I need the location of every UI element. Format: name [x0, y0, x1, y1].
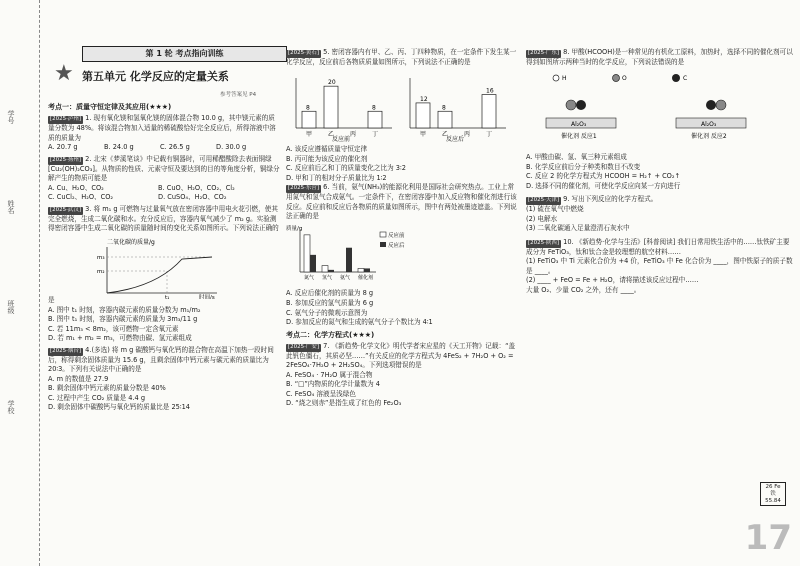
catalyst-reaction-diagram — [526, 70, 788, 150]
bar-after — [328, 270, 334, 272]
legend-label: H — [562, 74, 567, 82]
section-heading: 考点一：质量守恒定律及其应用(★★★) — [48, 103, 172, 111]
option: D. 剩余固体中碳酸钙与氧化钙的质量比是 25∶14 — [48, 403, 190, 412]
option: C. 过程中产生 CO₂ 质量是 4.4 g — [48, 393, 146, 402]
question-text: 5. 密闭容器内有甲、乙、丙、丁四种物质，在一定条件下发生某一化学反应，反应前后各物质质量如图所示，下列说法不正确的是 — [286, 48, 517, 66]
option: B. 参加反应的氢气质量为 6 g — [286, 298, 374, 307]
question-text: 4.(多选) 将 m g 碳酸钙与氧化钙的混合物在高温下加热一段时间后，称得剩余固体质量为 15.6 g，且剩余固体中钙元素与碳元素的质量比为 20∶3。下列有关说法中正确的是 — [48, 345, 274, 374]
category-label: 氢气 — [322, 274, 333, 281]
badge-icon: ★ — [54, 61, 74, 86]
y-tick: m₃ — [96, 254, 105, 261]
bar-after — [346, 248, 352, 272]
source-tag: [2025·泸州] — [50, 116, 82, 123]
source-tag: [2025·武汉] — [50, 206, 82, 213]
question-7 — [286, 342, 518, 409]
options — [48, 184, 280, 203]
category-label: 丙 — [464, 130, 471, 138]
bar — [482, 94, 496, 127]
mass-bar-charts — [286, 70, 514, 142]
option: C. 若 11m₃ < 8m₂，该可燃物一定含氧元素 — [48, 324, 179, 333]
option: A. FeSO₄ · 7H₂O 属于混合物 — [286, 370, 373, 379]
reaction-label: 催化剂 反应2 — [691, 132, 727, 140]
bar-value: 16 — [486, 87, 494, 95]
source-tag: [2025·广东] — [528, 50, 560, 56]
source-tag: [2025·陕西] — [528, 239, 560, 246]
binding-label: 学校 — [7, 400, 15, 414]
option: B. “□”内物质的化学计量数为 4 — [286, 380, 381, 389]
bar-before — [304, 235, 310, 272]
page-number: 17 — [744, 518, 792, 558]
section-heading: 考点二：化学方程式(★★★) — [286, 330, 375, 339]
question-1 — [48, 114, 280, 153]
question-text: 9. 写出下列反应的化学方程式。 — [563, 195, 658, 204]
option: D. “烧之则赤”是指生成了红色的 Fe₂O₃ — [286, 399, 402, 408]
option: A. 图中 t₁ 时刻，容器内碳元素的质量分数为 m₁/m₂ — [48, 305, 201, 314]
option: B. 丙可能为该反应的催化剂 — [286, 154, 368, 163]
sub-question: (2) ____ + FeO = Fe + H₂O，请将描述该反应过程中…… — [526, 276, 699, 285]
answer-reference: 参考答案见 P4 — [220, 92, 257, 98]
element-mass: 55.84 — [765, 498, 781, 504]
question-text: 3. 将 m₁ g 可燃物与过量氧气放在密闭容器中用电火花引燃，使其完全燃烧，生成二氧化碳和水。充分反应后，容器内氧气减少了 m₂ g。实验测得密闭容器中生成二氧化碳的质量随时间的变化关系如图所示。下列说法正确的是 — [48, 204, 279, 304]
x-axis-label: 时间/s — [198, 294, 215, 299]
legend-label: O — [622, 74, 627, 82]
question-text: 1. 现有氧化镁和氢氧化镁的固体混合物 10.0 g，其中镁元素的质量分数为 48%。将该混合物加入适量的稀硫酸恰好完全反应后，所得溶液中溶质的质量为 — [48, 114, 276, 142]
option: A. 该反应遵循质量守恒定律 — [286, 145, 368, 154]
option: C. 氨气分子的微观示意图为 — [286, 308, 368, 317]
round-banner: 第 1 轮 考点指向训练 — [82, 46, 287, 62]
question-2 — [48, 155, 280, 203]
bar-before — [322, 265, 328, 271]
element-number: 26 — [765, 484, 773, 490]
question-6 — [286, 183, 518, 222]
bar-value: 8 — [442, 103, 446, 111]
co2-mass-graph — [87, 237, 227, 299]
question-10 — [526, 238, 794, 296]
bar-value: 8 — [372, 103, 376, 111]
option: A. 反应后催化剂的质量为 8 g — [286, 289, 374, 298]
source-tag: [2025·黄石] — [288, 50, 320, 56]
option: A. Cu、H₂O、CO₂ — [48, 183, 104, 192]
legend-label: C — [683, 74, 688, 82]
y-axis-label: 质量/g — [286, 225, 303, 232]
element-symbol: Fe — [774, 484, 781, 490]
support-label: Al₂O₃ — [571, 120, 587, 128]
option: D. 选择不同的催化剂，可使化学反应向某一方向进行 — [526, 181, 681, 190]
x-tick: t₁ — [164, 294, 170, 299]
category-label: 甲 — [306, 130, 313, 138]
source-tag: [2025·广安] — [288, 343, 320, 350]
unit-title: 第五单元 化学反应的定量关系 — [82, 70, 229, 83]
category-label: 丁 — [486, 130, 493, 138]
option: B. 剩余固体中钙元素的质量分数是 40% — [48, 384, 166, 393]
bar — [416, 102, 430, 127]
source-tag: [2025·天津] — [528, 197, 560, 204]
question-text: 6. 当前，氨气(NH₃)的能源化利用是国际社会研究热点。工业上常用氮气和氢气合成氨气。一定条件下，在密闭容器中加入反应物和催化剂进行该反应。反应前和反应后各物质的质量如图所示，图中有两处被墨迹遮盖。下列说法正确的是 — [286, 183, 517, 221]
sub-question: (1) FeTiO₃ 中 Ti 元素化合价为 +4 价，FeTiO₃ 中 Fe 化合价为 ____，图中铁原子的质子数是 ____。 — [526, 257, 793, 275]
binding-margin — [0, 0, 40, 566]
graph-title: 二氧化碳的质量/g — [106, 238, 155, 246]
binding-label: 班级 — [7, 300, 15, 314]
support-label: Al₂O₃ — [701, 120, 717, 128]
options — [48, 143, 280, 153]
sub-question: (1) 硫在氧气中燃烧 — [526, 205, 584, 214]
option: C. 反应 2 的化学方程式为 HCOOH = H₂↑ + CO₂↑ — [526, 172, 681, 181]
hydrogen-atom-icon — [553, 75, 559, 81]
column-3 — [526, 48, 794, 298]
question-3 — [48, 205, 280, 344]
bar — [324, 86, 338, 128]
option: B. 化学反应前后分子种类和数目不改变 — [526, 162, 641, 171]
question-text: 7. 《新趋势·化学文化》明代学者宋应星的《天工开物》记载：“盖此钒色僵石，其质必坚……”有关反应的化学方程式为 4FeS₂ + 7H₂O + O₂ = 2FeSO₄·7H₂O + 2H₂SO₄。下列选项错误的是 — [286, 341, 516, 370]
bar — [302, 111, 316, 128]
option: B. CuO、H₂O、CO₂、Cl₂ — [158, 183, 235, 192]
category-label: 氮气 — [304, 274, 315, 281]
carbon-atom-icon — [672, 74, 680, 82]
question-5 — [286, 48, 518, 68]
periodic-table-cell — [760, 482, 786, 506]
option: D. CuSO₄、H₂O、CO₂ — [158, 193, 227, 202]
question-text: 2. 北宋《梦溪笔谈》中记载有铜器时，可用稀醋酸除去表面铜绿[Cu₂(OH)₂CO₃]。从物质的性质、元素守恒及要达到的目的等角度分析，铜绿分解产生的物质可能是 — [48, 154, 280, 183]
category-label: 丙 — [350, 130, 357, 138]
y-tick: m₂ — [96, 268, 105, 275]
question-text: 10. 《新趋势·化学与生活》[科普阅读] 我们日常用铁生活中的……钛铁矿主要成分为 FeTiO₃，钛和钛合金是较理想的航空材料…… — [526, 237, 790, 256]
bar-after — [364, 268, 370, 272]
option: D. 参加反应的氮气和生成的氨气分子个数比为 4∶1 — [286, 318, 433, 327]
category-label: 甲 — [420, 130, 427, 138]
option: A. m 的数值是 27.9 — [48, 374, 109, 383]
binding-label: 学号 — [7, 110, 15, 124]
oxygen-atom-icon — [613, 74, 620, 81]
legend-label: 反应前 — [388, 232, 405, 239]
column-1 — [48, 100, 280, 415]
option: C. 反应前后乙和丁的质量变化之比为 3∶2 — [286, 164, 406, 173]
category-label: 丁 — [372, 130, 379, 138]
option: C. 26.5 g — [160, 143, 190, 152]
sub-question: 大量 O₂、少量 CO₂ 之外，还有 ____。 — [526, 286, 641, 295]
ammonia-bar-chart — [286, 224, 416, 286]
option: B. 24.0 g — [104, 143, 134, 152]
option: C. FeSO₄ 溶液呈浅绿色 — [286, 389, 356, 398]
legend-label: 反应后 — [388, 242, 405, 249]
bar-value: 8 — [306, 103, 310, 111]
category-label: 乙 — [442, 130, 449, 138]
source-tag: [2025·东营] — [288, 185, 320, 192]
binding-label: 姓名 — [7, 200, 15, 214]
question-8 — [526, 48, 794, 68]
element-name: 铁 — [770, 491, 776, 497]
option: D. 甲和丁的相对分子质量比为 1∶2 — [286, 173, 387, 182]
category-label: 氨气 — [340, 274, 351, 281]
option: D. 30.0 g — [216, 143, 247, 152]
source-tag: [2025·扬州] — [50, 156, 82, 163]
bar — [368, 111, 382, 128]
option: A. 20.7 g — [48, 143, 78, 152]
bar-after — [310, 255, 316, 272]
source-tag: [2025·烟台] — [50, 347, 82, 354]
reaction-label: 催化剂 反应1 — [561, 132, 597, 140]
chart-title: 反应前 — [332, 135, 351, 142]
chart-title: 反应后 — [446, 135, 465, 142]
category-label: 催化剂 — [358, 274, 374, 281]
question-text: 8. 甲酸(HCOOH)是一种常见的有机化工原料，加热时，选择不同的催化剂可以得到如图所示两种当时的化学反应，下列说法错误的是 — [526, 48, 793, 66]
bar — [438, 111, 452, 128]
sub-question: (2) 电解水 — [526, 214, 558, 223]
sub-question: (3) 二氧化碳通入足量澄清石灰水中 — [526, 224, 630, 233]
option: D. 若 m₁ + m₂ = m₃，可燃物由碳、氢元素组成 — [48, 334, 192, 343]
option: B. 图中 t₁ 时刻，容器内碳元素的质量为 3m₃/11 g — [48, 315, 198, 324]
bar-value: 20 — [328, 78, 336, 86]
category-label: 乙 — [328, 130, 335, 138]
column-2 — [286, 48, 518, 411]
bar-before — [358, 268, 364, 272]
option: C. CuCl₂、H₂O、CO₂ — [48, 193, 114, 202]
option: A. 甲酸由碳、氢、氧三种元素组成 — [526, 153, 627, 162]
question-4 — [48, 346, 280, 413]
bar-value: 12 — [420, 95, 428, 103]
question-9 — [526, 195, 794, 234]
